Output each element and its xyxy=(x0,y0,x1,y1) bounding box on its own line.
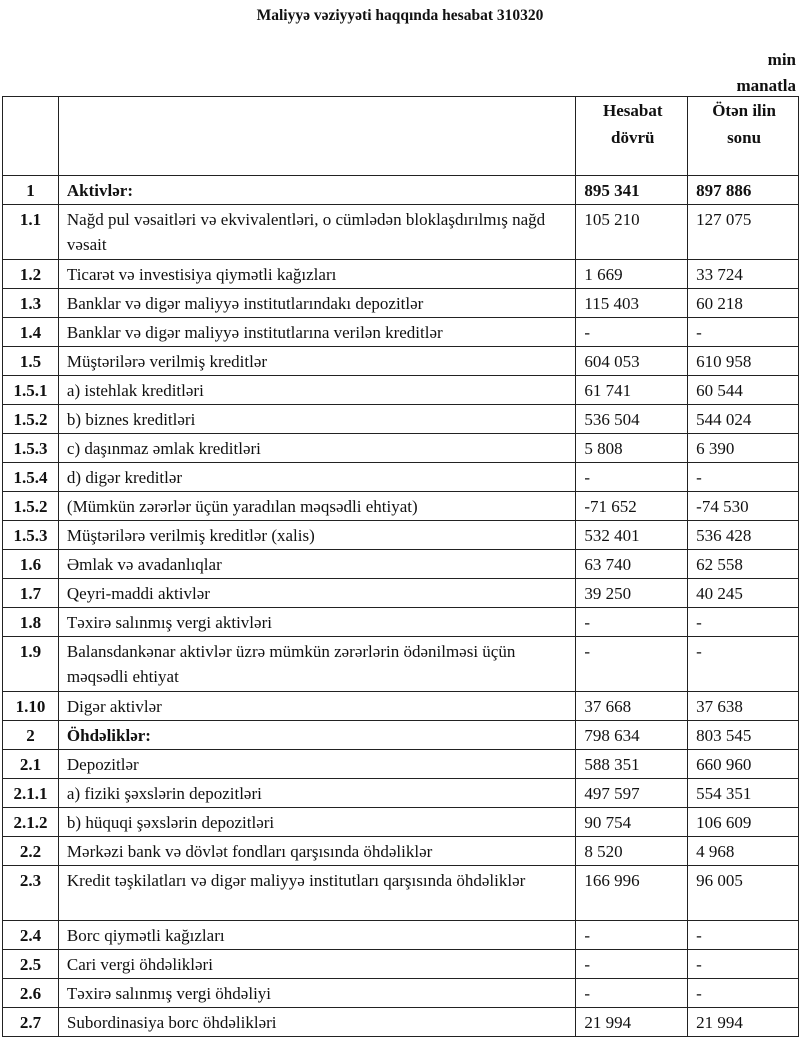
row-label: a) istehlak kreditləri xyxy=(58,376,575,405)
report-title: Maliyyə vəziyyəti haqqında hesabat 310320 xyxy=(256,7,544,24)
previous-value: - xyxy=(688,979,799,1008)
previous-value: - xyxy=(688,950,799,979)
row-number: 2.4 xyxy=(3,921,59,950)
current-value: 798 634 xyxy=(576,721,688,750)
row-label: Ticarət və investisiya qiymətli kağızları xyxy=(58,260,575,289)
row-number: 2.7 xyxy=(3,1008,59,1037)
header-current-period: Hesabat dövrü xyxy=(576,97,688,176)
financial-position-table xyxy=(2,96,799,1037)
unit-label xyxy=(737,47,797,99)
row-label: Banklar və digər maliyyə institutlarına verilən kreditlər xyxy=(58,318,575,347)
previous-value: 60 218 xyxy=(688,289,799,318)
row-number: 1.5 xyxy=(3,347,59,376)
row-label: Müştərilərə verilmiş kreditlər xyxy=(58,347,575,376)
row-number: 2.1.2 xyxy=(3,808,59,837)
previous-value: - xyxy=(688,318,799,347)
row-number: 2.2 xyxy=(3,837,59,866)
previous-value: 37 638 xyxy=(688,692,799,721)
row-number: 2.6 xyxy=(3,979,59,1008)
previous-value: - xyxy=(688,608,799,637)
current-value: 497 597 xyxy=(576,779,688,808)
row-number: 1.5.2 xyxy=(3,405,59,434)
row-number: 1.8 xyxy=(3,608,59,637)
previous-value: 544 024 xyxy=(688,405,799,434)
table-row xyxy=(3,837,799,866)
table-row xyxy=(3,260,799,289)
row-label: Depozitlər xyxy=(58,750,575,779)
table-row xyxy=(3,979,799,1008)
current-value: 61 741 xyxy=(576,376,688,405)
row-label: Müştərilərə verilmiş kreditlər (xalis) xyxy=(58,521,575,550)
table-row xyxy=(3,205,799,260)
current-value: 588 351 xyxy=(576,750,688,779)
row-label: d) digər kreditlər xyxy=(58,463,575,492)
current-value: 90 754 xyxy=(576,808,688,837)
row-label: Subordinasiya borc öhdəlikləri xyxy=(58,1008,575,1037)
row-number: 2.1.1 xyxy=(3,779,59,808)
previous-value: - xyxy=(688,463,799,492)
table-row xyxy=(3,176,799,205)
row-number: 1.7 xyxy=(3,579,59,608)
table-row xyxy=(3,721,799,750)
table-row xyxy=(3,521,799,550)
current-value: 39 250 xyxy=(576,579,688,608)
row-number: 1.10 xyxy=(3,692,59,721)
previous-value: 610 958 xyxy=(688,347,799,376)
current-value: 63 740 xyxy=(576,550,688,579)
row-label: b) biznes kreditləri xyxy=(58,405,575,434)
current-value: - xyxy=(576,608,688,637)
unit-line: min xyxy=(767,50,796,69)
current-value: 5 808 xyxy=(576,434,688,463)
current-value: 115 403 xyxy=(576,289,688,318)
previous-value: 62 558 xyxy=(688,550,799,579)
current-value: 21 994 xyxy=(576,1008,688,1037)
row-number: 1.1 xyxy=(3,205,59,260)
current-value: 1 669 xyxy=(576,260,688,289)
row-number: 1.2 xyxy=(3,260,59,289)
current-value: 37 668 xyxy=(576,692,688,721)
table-row xyxy=(3,405,799,434)
row-number: 1.5.3 xyxy=(3,434,59,463)
row-label: Balansdankənar aktivlər üzrə mümkün zərərlərin ödənilməsi üçün məqsədli ehtiyat xyxy=(58,637,575,692)
row-number: 1.5.1 xyxy=(3,376,59,405)
current-value: 532 401 xyxy=(576,521,688,550)
row-label: Digər aktivlər xyxy=(58,692,575,721)
current-value: - xyxy=(576,463,688,492)
row-label: Mərkəzi bank və dövlət fondları qarşısında öhdəliklər xyxy=(58,837,575,866)
row-number: 2.3 xyxy=(3,866,59,921)
table-row xyxy=(3,1008,799,1037)
current-value: - xyxy=(576,318,688,347)
table-row xyxy=(3,579,799,608)
row-label: Təxirə salınmış vergi öhdəliyi xyxy=(58,979,575,1008)
row-number: 1.6 xyxy=(3,550,59,579)
row-number: 2.1 xyxy=(3,750,59,779)
row-number: 1 xyxy=(3,176,59,205)
previous-value: 106 609 xyxy=(688,808,799,837)
row-label: Nağd pul vəsaitləri və ekvivalentləri, o cümlədən bloklaşdırılmış nağd vəsait xyxy=(58,205,575,260)
row-number: 1.3 xyxy=(3,289,59,318)
row-label: Borc qiymətli kağızları xyxy=(58,921,575,950)
table-row xyxy=(3,921,799,950)
table-row xyxy=(3,318,799,347)
previous-value: 96 005 xyxy=(688,866,799,921)
row-number: 1.9 xyxy=(3,637,59,692)
current-value: - xyxy=(576,637,688,692)
table-row xyxy=(3,950,799,979)
previous-value: 4 968 xyxy=(688,837,799,866)
previous-value: 536 428 xyxy=(688,521,799,550)
row-label: Aktivlər: xyxy=(58,176,575,205)
table-row xyxy=(3,637,799,692)
previous-value: - xyxy=(688,921,799,950)
table-row xyxy=(3,492,799,521)
current-value: - xyxy=(576,950,688,979)
current-value: -71 652 xyxy=(576,492,688,521)
row-label: a) fiziki şəxslərin depozitləri xyxy=(58,779,575,808)
table-row xyxy=(3,550,799,579)
table-row xyxy=(3,750,799,779)
row-label: Cari vergi öhdəlikləri xyxy=(58,950,575,979)
previous-value: 6 390 xyxy=(688,434,799,463)
header-previous-year-end: Ötən ilin sonu xyxy=(688,97,799,176)
row-number: 2 xyxy=(3,721,59,750)
table-row xyxy=(3,463,799,492)
current-value: 536 504 xyxy=(576,405,688,434)
table-row xyxy=(3,347,799,376)
row-label: (Mümkün zərərlər üçün yaradılan məqsədli ehtiyat) xyxy=(58,492,575,521)
header-num xyxy=(3,97,59,176)
current-value: 604 053 xyxy=(576,347,688,376)
previous-value: 660 960 xyxy=(688,750,799,779)
row-label: Əmlak və avadanlıqlar xyxy=(58,550,575,579)
previous-value: 21 994 xyxy=(688,1008,799,1037)
row-label: Təxirə salınmış vergi aktivləri xyxy=(58,608,575,637)
current-value: 8 520 xyxy=(576,837,688,866)
previous-value: 60 544 xyxy=(688,376,799,405)
previous-value: 897 886 xyxy=(688,176,799,205)
row-number: 2.5 xyxy=(3,950,59,979)
row-label: Kredit təşkilatları və digər maliyyə institutları qarşısında öhdəliklər xyxy=(58,866,575,921)
table-row xyxy=(3,434,799,463)
row-number: 1.5.2 xyxy=(3,492,59,521)
row-number: 1.5.3 xyxy=(3,521,59,550)
current-value: 166 996 xyxy=(576,866,688,921)
row-label: Qeyri-maddi aktivlər xyxy=(58,579,575,608)
row-label: b) hüquqi şəxslərin depozitləri xyxy=(58,808,575,837)
table-row xyxy=(3,692,799,721)
unit-line: manatla xyxy=(736,76,796,95)
previous-value: -74 530 xyxy=(688,492,799,521)
table-row xyxy=(3,808,799,837)
table-row xyxy=(3,779,799,808)
table-row xyxy=(3,866,799,921)
previous-value: 127 075 xyxy=(688,205,799,260)
previous-value: 40 245 xyxy=(688,579,799,608)
previous-value: - xyxy=(688,637,799,692)
table-row xyxy=(3,376,799,405)
row-label: Öhdəliklər: xyxy=(58,721,575,750)
current-value: 895 341 xyxy=(576,176,688,205)
table-row xyxy=(3,608,799,637)
previous-value: 554 351 xyxy=(688,779,799,808)
previous-value: 803 545 xyxy=(688,721,799,750)
row-number: 1.5.4 xyxy=(3,463,59,492)
current-value: - xyxy=(576,979,688,1008)
row-label: Banklar və digər maliyyə institutlarındakı depozitlər xyxy=(58,289,575,318)
table-row xyxy=(3,289,799,318)
row-label: c) daşınmaz əmlak kreditləri xyxy=(58,434,575,463)
current-value: - xyxy=(576,921,688,950)
table-header xyxy=(3,97,799,176)
current-value: 105 210 xyxy=(576,205,688,260)
row-number: 1.4 xyxy=(3,318,59,347)
header-label xyxy=(58,97,575,176)
previous-value: 33 724 xyxy=(688,260,799,289)
